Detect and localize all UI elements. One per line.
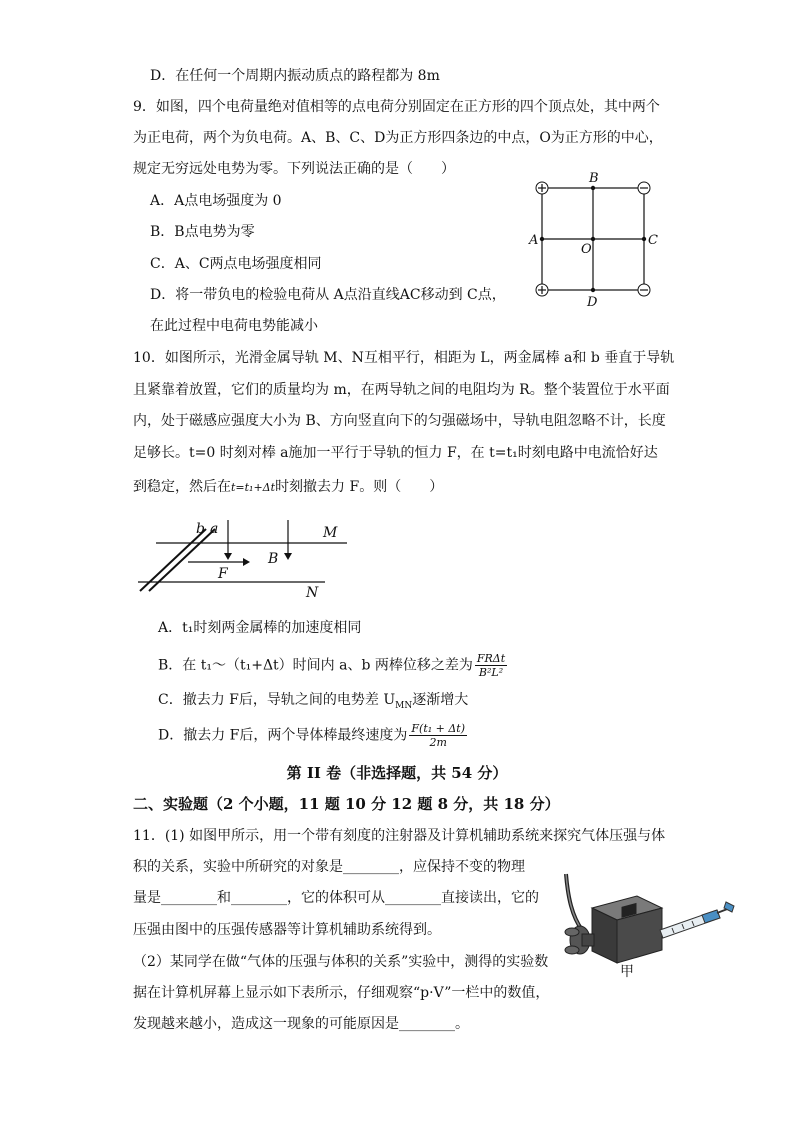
q9-option-b: B．B点电势为零: [150, 224, 255, 240]
q10-stem-line3: 内，处于磁感应强度大小为 B、方向竖直向下的匀强磁场中，导轨电阻忽略不计，长度: [133, 413, 666, 429]
q11-line1: 11．(1) 如图甲所示，用一个带有刻度的注射器及计算机辅助系统来探究气体压强与体: [133, 828, 666, 844]
q10-option-b: [158, 652, 509, 679]
label-c: C: [648, 233, 658, 248]
q10-stem-line2: 且紧靠着放置，它们的质量均为 m，在两导轨之间的电阻均为 R。整个装置位于水平面: [133, 382, 670, 398]
label-b: B: [589, 171, 599, 186]
q11-line2: 积的关系，实验中所研究的对象是________，应保持不变的物理: [133, 859, 525, 875]
q10-option-d-denominator: 2m: [429, 736, 447, 749]
q10-option-b-numerator: FRΔt: [476, 652, 506, 665]
q10-option-d: [158, 722, 469, 749]
label-rod-b: b: [196, 521, 205, 537]
q8-option-d: D．在任何一个周期内振动质点的路程都为 8m: [150, 68, 440, 84]
q10-stem-line5-time: t=t₁+Δt: [231, 481, 276, 494]
q10-option-c-subscript: MN: [395, 700, 413, 711]
q10-option-c: [158, 690, 468, 716]
force-arrowhead: [243, 558, 250, 566]
q11-line3: 量是________和________，它的体积可从________直接读出，它的: [133, 890, 539, 906]
syringe: [660, 902, 734, 938]
q10-stem-line4: 足够长。t=0 时刻对棒 a施加一平行于导轨的恒力 F，在 t=t₁时刻电路中电流恰好达: [133, 445, 658, 461]
q10-stem-line5: [133, 477, 443, 498]
q9-option-d-line1: D．将一带负电的检验电荷从 A点沿直线AC移动到 C点，: [150, 287, 506, 303]
q10-stem-line5-a: 到稳定，然后在: [133, 479, 231, 495]
q9-stem-line2: 为正电荷，两个为负电荷。A、B、C、D为正方形四条边的中点，O为正方形的中心，: [133, 130, 663, 146]
q9-stem-line1: 9．如图，四个电荷量绝对值相等的点电荷分别固定在正方形的四个顶点处，其中两个: [133, 99, 660, 115]
q11-line5: （2）某同学在做“气体的压强与体积的关系”实验中，测得的实验数: [133, 954, 549, 970]
point-o-dot: [591, 237, 595, 241]
sensor-connector: [565, 926, 594, 954]
point-d-dot: [591, 288, 595, 292]
q10-option-d-numerator: F(t₁ + Δt): [411, 722, 466, 735]
q10-option-a: A．t₁时刻两金属棒的加速度相同: [158, 620, 362, 636]
q10-option-b-denominator: B²L²: [478, 666, 504, 679]
label-rail-m: M: [323, 525, 338, 541]
pressure-sensor: [592, 896, 662, 963]
q10-option-d-fraction: [409, 722, 467, 749]
point-b-dot: [591, 186, 595, 190]
label-o: O: [581, 242, 592, 257]
q9-option-c: C．A、C两点电场强度相同: [150, 256, 322, 272]
q9-charge-square-figure: [525, 170, 675, 310]
q9-stem-line3: 规定无穷远处电势为零。下列说法正确的是（ ）: [133, 161, 455, 177]
point-a-dot: [540, 237, 544, 241]
label-force-f: F: [218, 566, 228, 582]
q10-stem-line5-c: 时刻撤去力 F。则（ ）: [275, 479, 444, 495]
q10-rails-figure: [130, 515, 360, 605]
q10-option-c-post: 逐渐增大: [412, 692, 469, 708]
label-d: D: [587, 295, 598, 310]
label-field-b: B: [268, 551, 279, 567]
q11-line6: 据在计算机屏幕上显示如下表所示，仔细观察“p·V”一栏中的数值，: [133, 985, 550, 1001]
q10-stem-line1: 10．如图所示，光滑金属导轨 M、N互相平行，相距为 L，两金属棒 a和 b 垂直于导轨: [133, 350, 675, 366]
q10-option-b-fraction: [475, 652, 507, 679]
sensor-cable: [566, 874, 582, 930]
section-title-experiments: 二、实验题（2 个小题，11 题 10 分 12 题 8 分，共 18 分）: [133, 795, 560, 813]
q10-option-b-text: B．在 t₁～（t₁+Δt）时间内 a、b 两棒位移之差为: [158, 657, 473, 674]
q10-option-c-text: C．撤去力 F后，导轨之间的电势差 U: [158, 692, 396, 708]
q9-option-a: A．A点电场强度为 0: [150, 193, 282, 209]
label-a: A: [529, 233, 539, 248]
field-arrowhead-right: [284, 553, 292, 560]
label-rail-n: N: [306, 585, 319, 601]
point-c-dot: [642, 237, 646, 241]
part2-title: 第 II 卷（非选择题，共 54 分）: [286, 764, 508, 782]
figure-label-jia: 甲: [620, 964, 634, 978]
label-rod-a: a: [210, 521, 219, 537]
q10-option-d-text: D．撤去力 F后，两个导体棒最终速度为: [158, 727, 408, 744]
q11-line7: 发现越来越小，造成这一现象的可能原因是________。: [133, 1016, 469, 1032]
q11-line4: 压强由图中的压强传感器等计算机辅助系统得到。: [133, 922, 441, 938]
field-arrowhead-left: [224, 553, 232, 560]
q11-syringe-sensor-figure: [552, 868, 742, 978]
q9-option-d-line2: 在此过程中电荷电势能减小: [150, 318, 318, 334]
